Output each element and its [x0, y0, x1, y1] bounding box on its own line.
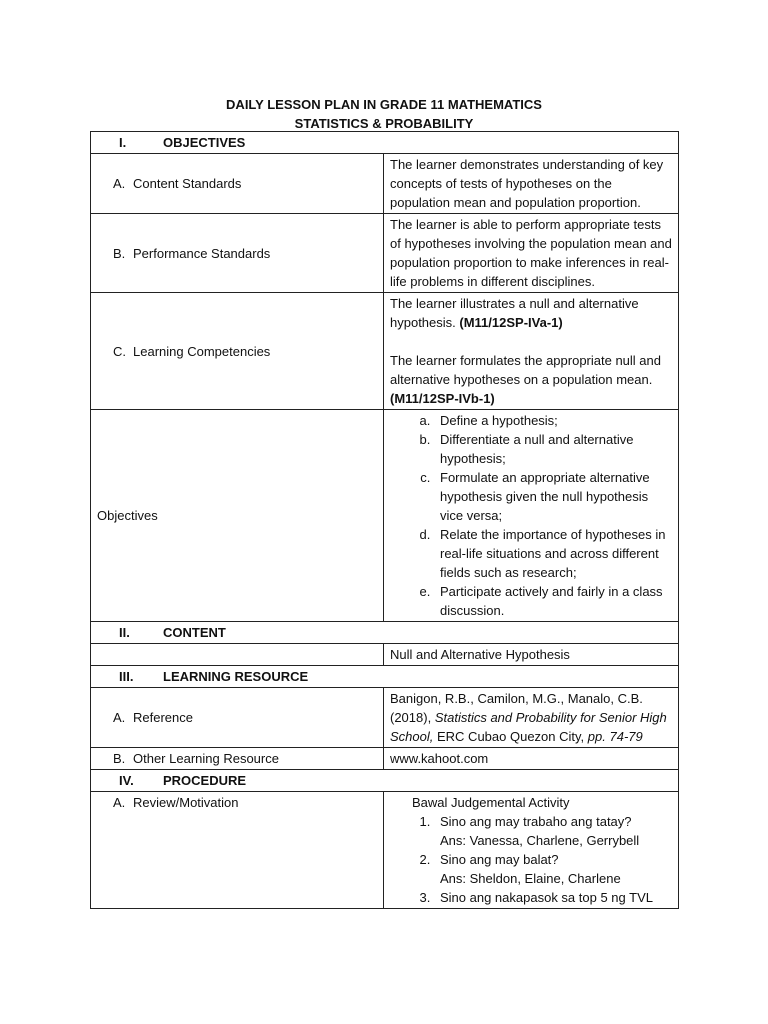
performance-standards-label: B. Performance Standards — [91, 214, 384, 293]
list-item: c. Formulate an appropriate alternative hypothesis given the null hypothesis vice versa; — [434, 468, 672, 525]
other-resource-link[interactable]: www.kahoot.com — [384, 748, 679, 770]
list-item: 2. Sino ang may balat? Ans: Sheldon, Elaine, Charlene — [434, 850, 672, 888]
section-learning-resource-heading: III. LEARNING RESOURCE — [91, 666, 679, 688]
title-line-1: DAILY LESSON PLAN IN GRADE 11 MATHEMATICS — [226, 97, 542, 112]
reference-label: A. Reference — [91, 688, 384, 748]
learning-competencies-text: The learner illustrates a null and alternative hypothesis. (M11/12SP-IVa-1) The learner formulates the appropriate null and alternative hypotheses on a population mean. (M11/12SP-IVb-1) — [384, 293, 679, 410]
title-line-2: STATISTICS & PROBABILITY — [294, 116, 474, 131]
competency-code-1: (M11/12SP-IVa-1) — [459, 315, 563, 330]
section-content-heading: II. CONTENT — [91, 622, 679, 644]
review-motivation-label: A. Review/Motivation — [91, 792, 384, 909]
content-text-row — [91, 644, 679, 666]
performance-standards-row — [91, 214, 679, 293]
section-content-row — [91, 622, 679, 644]
content-standards-text: The learner demonstrates understanding of key concepts of tests of hypotheses on the population mean and population proportion. — [384, 154, 679, 214]
learning-competencies-row — [91, 293, 679, 410]
review-motivation-content — [384, 792, 679, 909]
reference-text: Banigon, R.B., Camilon, M.G., Manalo, C.B. (2018), Statistics and Probability for Senior High School, ERC Cubao Quezon City, pp. 74-79 — [384, 688, 679, 748]
section-procedure-row — [91, 770, 679, 792]
reference-book-title: Statistics and Probability for Senior High School, — [390, 710, 667, 744]
objectives-list-row — [91, 410, 679, 622]
objectives-list-cell — [384, 410, 679, 622]
activity-questions — [390, 812, 672, 907]
list-item: 1. Sino ang may trabaho ang tatay? Ans: Vanessa, Charlene, Gerrybell — [434, 812, 672, 850]
list-item: d. Relate the importance of hypotheses in real-life situations and across different fields such as research; — [434, 525, 672, 582]
list-item: e. Participate actively and fairly in a class discussion. — [434, 582, 672, 620]
section-objectives-heading — [91, 132, 679, 154]
content-standards-row — [91, 154, 679, 214]
reference-row — [91, 688, 679, 748]
list-item: 3. Sino ang nakapasok sa top 5 ng TVL — [434, 888, 672, 907]
lesson-plan-table — [90, 131, 679, 909]
other-resource-label: B. Other Learning Resource — [91, 748, 384, 770]
section-objectives-row — [91, 132, 679, 154]
objectives-label: Objectives — [91, 410, 384, 622]
content-empty-cell — [91, 644, 384, 666]
list-item: b. Differentiate a null and alternative hypothesis; — [434, 430, 672, 468]
objectives-list — [390, 411, 672, 620]
review-motivation-row — [91, 792, 679, 909]
section-title: OBJECTIVES — [163, 135, 246, 150]
other-resource-row — [91, 748, 679, 770]
content-standards-label: A. Content Standards — [91, 154, 384, 214]
list-item: a. Define a hypothesis; — [434, 411, 672, 430]
section-number: I. — [119, 135, 127, 150]
performance-standards-text: The learner is able to perform appropriate tests of hypotheses involving the population mean and population proportion to make inferences in real-life problems in different disciplines. — [384, 214, 679, 293]
document-title — [0, 95, 768, 133]
section-procedure-heading: IV. PROCEDURE — [91, 770, 679, 792]
content-text: Null and Alternative Hypothesis — [384, 644, 679, 666]
activity-title: Bawal Judgemental Activity — [412, 795, 570, 810]
learning-competencies-label: C. Learning Competencies — [91, 293, 384, 410]
section-learning-resource-row — [91, 666, 679, 688]
competency-code-2: (M11/12SP-IVb-1) — [390, 391, 495, 406]
